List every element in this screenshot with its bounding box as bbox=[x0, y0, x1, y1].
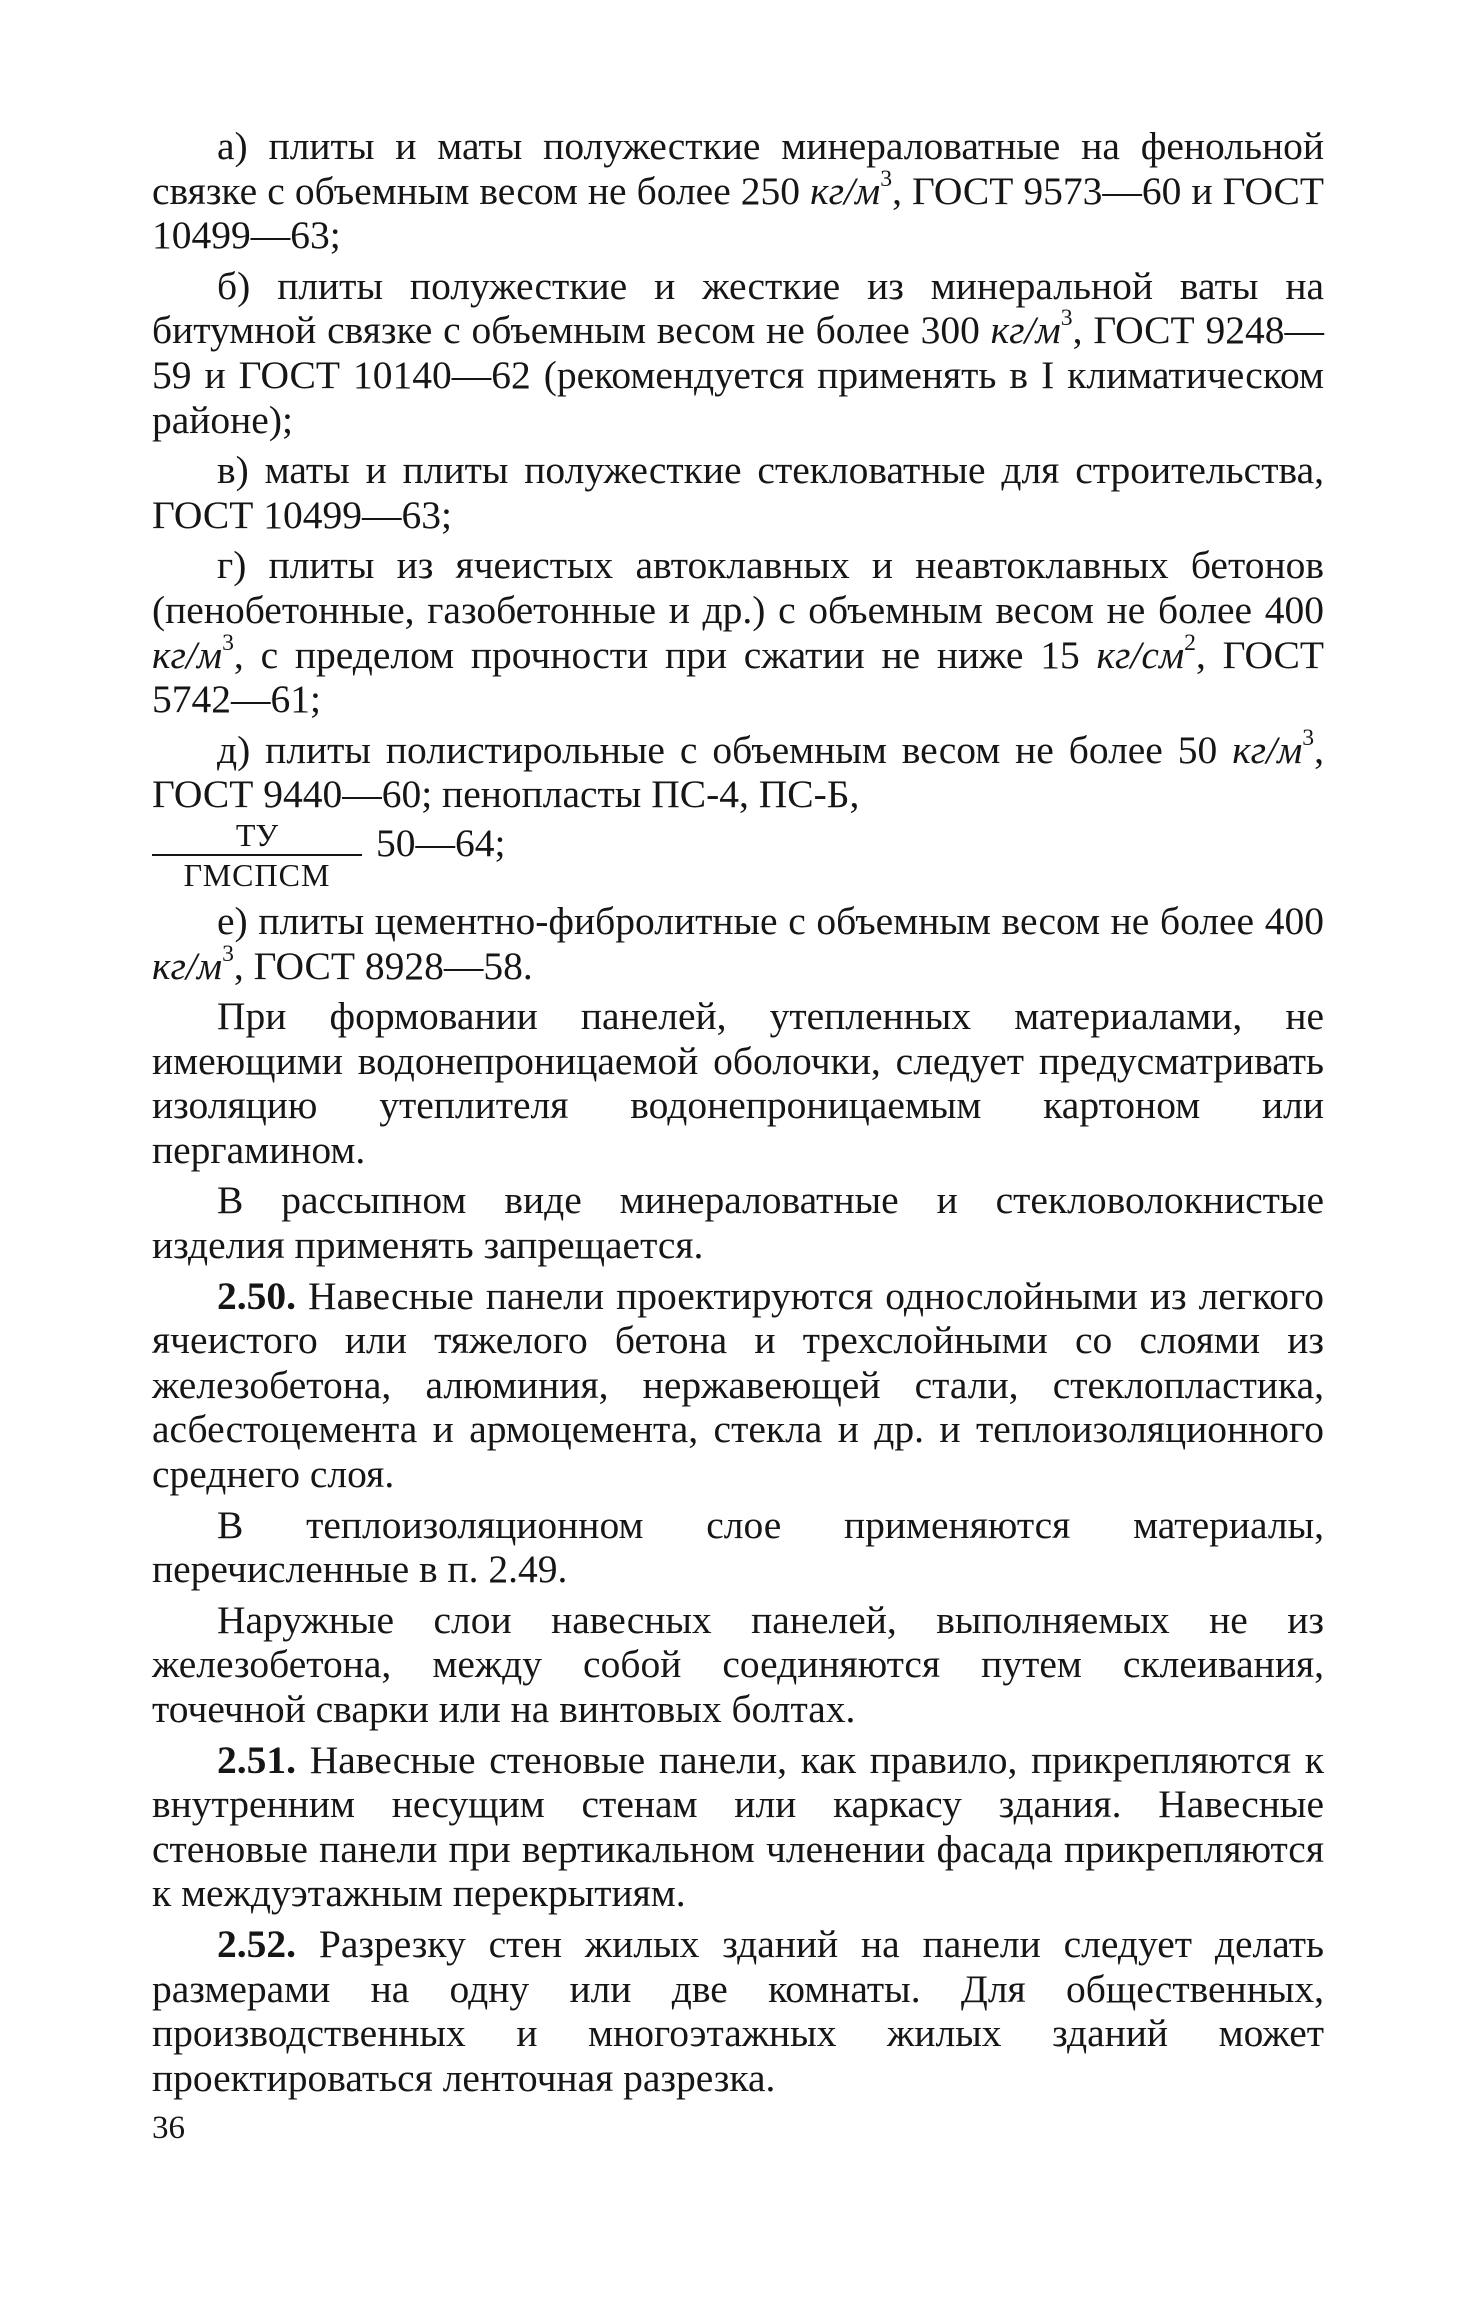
body-text bbox=[152, 124, 1324, 2106]
fraction-denominator: ГМСПСМ bbox=[183, 856, 331, 893]
list-item-a: а) плиты и маты полужесткие минераловатные на фенольной связке с объемным весом не более 250 $кг/м^3$, ГОСТ 9573—60 и ГОСТ 10499—63; bbox=[152, 124, 1325, 258]
section-2-52: 2.52. Разрезку стен жилых зданий на панели следует делать размерами на одну или две комнаты. Для общественных, производственных и многоэтажных жилых зданий может проектироваться ленточная разрезка. bbox=[152, 1921, 1324, 2100]
section-number: 2.52. bbox=[217, 1921, 296, 1966]
paragraph-loose-form: В рассыпном виде минераловатные и стекловолокнистые изделия применять запрещается. bbox=[152, 1178, 1324, 1268]
section-2-50: 2.50. Навесные панели проектируются однослойными из легкого ячеистого или тяжелого бетона и трехслойными со слоями из железобетона, алюминия, нержавеющей стали, стеклопластика, асбестоцемента и армоцемента, стекла и др. и теплоизоляционного среднего слоя. bbox=[152, 1273, 1324, 1497]
section-number: 2.51. bbox=[217, 1737, 296, 1782]
list-item-d: д) плиты полистирольные с объемным весом не более 50 $кг/м^3$, ГОСТ 9440—60; пенопласты ПС-4, ПС-Б, bbox=[152, 724, 1324, 817]
list-item-e: е) плиты цементно-фибролитные с объемным весом не более 400 $кг/м^3$, ГОСТ 8928—58. bbox=[152, 898, 1324, 988]
list-item-b: б) плиты полужесткие и жесткие из минеральной ваты на битумной связке с объемным весом не более 300 $кг/м^3$, ГОСТ 9248—59 и ГОСТ 10140—62 (рекомендуется применять в I климатическом районе); bbox=[152, 263, 1324, 442]
paragraph-outer-layers: Наружные слои навесных панелей, выполняемых не из железобетона, между собой соединяются путем склеивания, точечной сварки или на винтовых болтах. bbox=[152, 1597, 1324, 1731]
section-2-51: 2.51. Навесные стеновые панели, как правило, прикрепляются к внутренним несущим стенам или каркасу здания. Навесные стеновые панели при вертикальном членении фасада прикрепляются к междуэтажным перекрытиям. bbox=[152, 1737, 1324, 1916]
tu-fraction bbox=[152, 818, 362, 892]
list-item-g: г) плиты из ячеистых автоклавных и неавтоклавных бетонов (пенобетонные, газобетонные и др.) с объемным весом не более 400 $кг/м^3$, с пределом прочности при сжатии не ниже 15 $кг/см^2$, ГОСТ 5742—61; bbox=[152, 543, 1324, 722]
page-number: 36 bbox=[152, 2110, 185, 2146]
paragraph-forming: При формовании панелей, утепленных материалами, не имеющими водонепроницаемой оболочки, следует предусматривать изоляцию утеплителя водонепроницаемым картоном или пергамином. bbox=[152, 994, 1324, 1172]
tu-fraction-line bbox=[152, 817, 1324, 893]
list-item-v: в) маты и плиты полужесткие стекловатные для строительства, ГОСТ 10499—63; bbox=[152, 448, 1324, 537]
fraction-tail: 50—64; bbox=[376, 820, 506, 865]
fraction-bar bbox=[152, 854, 362, 856]
paragraph-insulation-layer: В теплоизоляционном слое применяются материалы, перечисленные в п. 2.49. bbox=[152, 1502, 1324, 1592]
section-number: 2.50. bbox=[217, 1273, 296, 1318]
fraction-numerator: ТУ bbox=[235, 816, 279, 853]
